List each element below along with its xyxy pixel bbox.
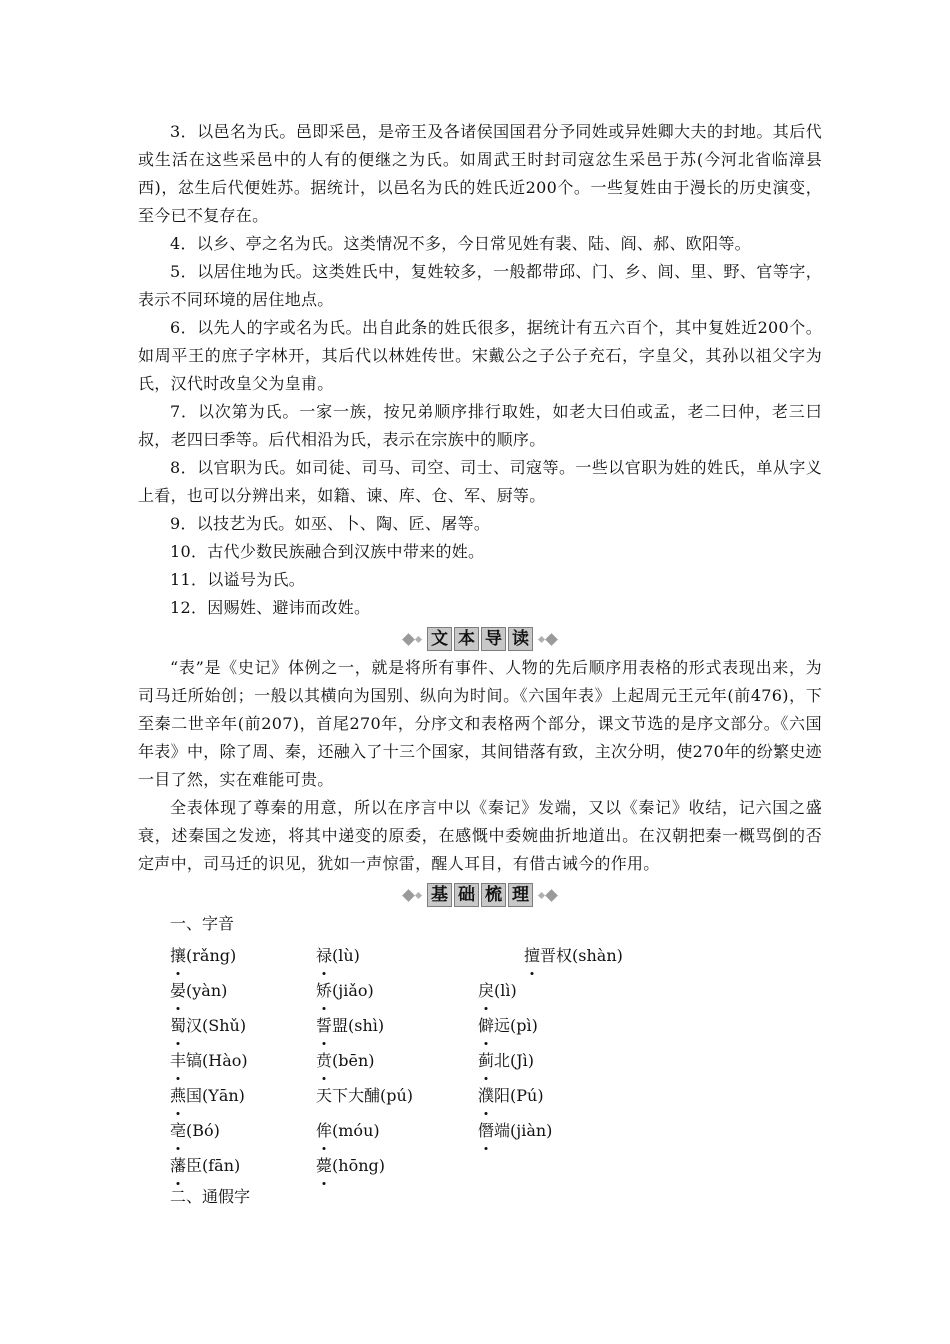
section-heading-text-guide — [138, 624, 822, 654]
vocab-item: 禄(lù) — [316, 938, 478, 973]
heading-ornament-left — [404, 891, 421, 900]
heading-title: 基 础 梳 理 — [427, 883, 533, 907]
heading-title: 文 本 导 读 — [427, 627, 533, 651]
vocab-item: 蜀汉(Shǔ) — [170, 1008, 316, 1043]
vocab-item: 僻远(pì) — [478, 1008, 854, 1043]
paragraph-surname-10: 10．古代少数民族融合到汉族中带来的姓。 — [170, 542, 485, 561]
vocab-item: 藩臣(fān) — [170, 1148, 316, 1183]
vocab-item: 薨(hōng) — [316, 1148, 478, 1183]
paragraph-surname-3: 3．以邑名为氏。邑即采邑，是帝王及各诸侯国国君分予同姓或异姓卿大夫的封地。其后代或生活在这些采邑中的人有的便继之为氏。如周武王时封司寇忿生采邑于苏(今河北省临漳县西)，忿生后代便姓苏。据统计，以邑名为氏的姓氏近200个。一些复姓由于漫长的历史演变，至今已不复存在。 — [138, 122, 822, 225]
heading-ornament-right — [539, 891, 556, 900]
heading-ornament-left — [404, 635, 421, 644]
vocab-item: 攘(rǎng) — [170, 938, 316, 973]
paragraph-guide-2: 全表体现了尊秦的用意，所以在序言中以《秦记》发端，又以《秦记》收结，记六国之盛衰，述秦国之发迹，将其中递变的原委，在感慨中委婉曲折地道出。在汉朝把秦一概骂倒的否定声中，司马迁的识见，犹如一声惊雷，醒人耳目，有借古诫今的作用。 — [138, 798, 822, 873]
paragraph-surname-5: 5．以居住地为氏。这类姓氏中，复姓较多，一般都带邱、门、乡、闾、里、野、官等字，表示不同环境的居住地点。 — [138, 262, 822, 309]
vocab-item: 丰镐(Hào) — [170, 1043, 316, 1078]
vocab-item: 天下大酺(pú) — [316, 1086, 414, 1105]
section-heading-basics — [138, 880, 822, 910]
paragraph-surname-11: 11．以谥号为氏。 — [170, 570, 306, 589]
vocab-item: 燕国(Yān) — [170, 1078, 316, 1113]
vocab-item: 侔(móu) — [316, 1113, 478, 1148]
vocab-item: 濮阳(Pú) — [478, 1078, 854, 1113]
paragraph-surname-4: 4．以乡、亭之名为氏。这类情况不多，今日常见姓有裴、陆、阎、郝、欧阳等。 — [170, 234, 751, 253]
paragraph-surname-8: 8．以官职为氏。如司徒、司马、司空、司士、司寇等。一些以官职为姓的姓氏，单从字义上看，也可以分辨出来，如籍、谏、库、仓、军、厨等。 — [138, 458, 822, 505]
paragraph-surname-7: 7．以次第为氏。一家一族，按兄弟顺序排行取姓，如老大曰伯或孟，老二曰仲，老三曰叔，老四曰季等。后代相沿为氏，表示在宗族中的顺序。 — [138, 402, 822, 449]
vocab-item: 矫(jiǎo) — [316, 973, 478, 1008]
paragraph-guide-1: “表”是《史记》体例之一，就是将所有事件、人物的先后顺序用表格的形式表现出来，为司马迁所始创；一般以其横向为国别、纵向为时间。《六国年表》上起周元王元年(前476)，下至秦二世辛年(前207)，首尾270年，分序文和表格两个部分，课文节选的是序文部分。《六国年表》中，除了周、秦，还融入了十三个国家，其间错落有致，主次分明，使270年的纷繁史迹一目了然，实在难能可贵。 — [138, 658, 822, 789]
subheading-interchangeable-characters: 二、通假字 — [170, 1187, 251, 1206]
vocab-item: 晏(yàn) — [170, 973, 316, 1008]
vocab-item: 亳(Bó) — [170, 1113, 316, 1148]
paragraph-surname-12: 12．因赐姓、避讳而改姓。 — [170, 598, 371, 617]
pronunciation-list — [170, 938, 822, 1183]
vocab-item: 戾(lì) — [478, 973, 854, 1008]
vocab-item: 僭端(jiàn) — [478, 1113, 854, 1148]
document-body — [138, 118, 822, 1211]
vocab-item: 擅晋权(shàn) — [478, 938, 854, 973]
paragraph-surname-9: 9．以技艺为氏。如巫、卜、陶、匠、屠等。 — [170, 514, 491, 533]
vocab-item: 贲(bēn) — [316, 1043, 478, 1078]
vocab-item: 誓盟(shì) — [316, 1008, 478, 1043]
paragraph-surname-6: 6．以先人的字或名为氏。出自此条的姓氏很多，据统计有五六百个，其中复姓近200个。如周平王的庶子字林开，其后代以林姓传世。宋戴公之子公子充石，字皇父，其孙以祖父字为氏，汉代时改皇父为皇甫。 — [138, 318, 822, 393]
vocab-item: 蓟北(Jì) — [478, 1043, 854, 1078]
heading-ornament-right — [539, 635, 556, 644]
subheading-pronunciation: 一、字音 — [170, 914, 235, 933]
